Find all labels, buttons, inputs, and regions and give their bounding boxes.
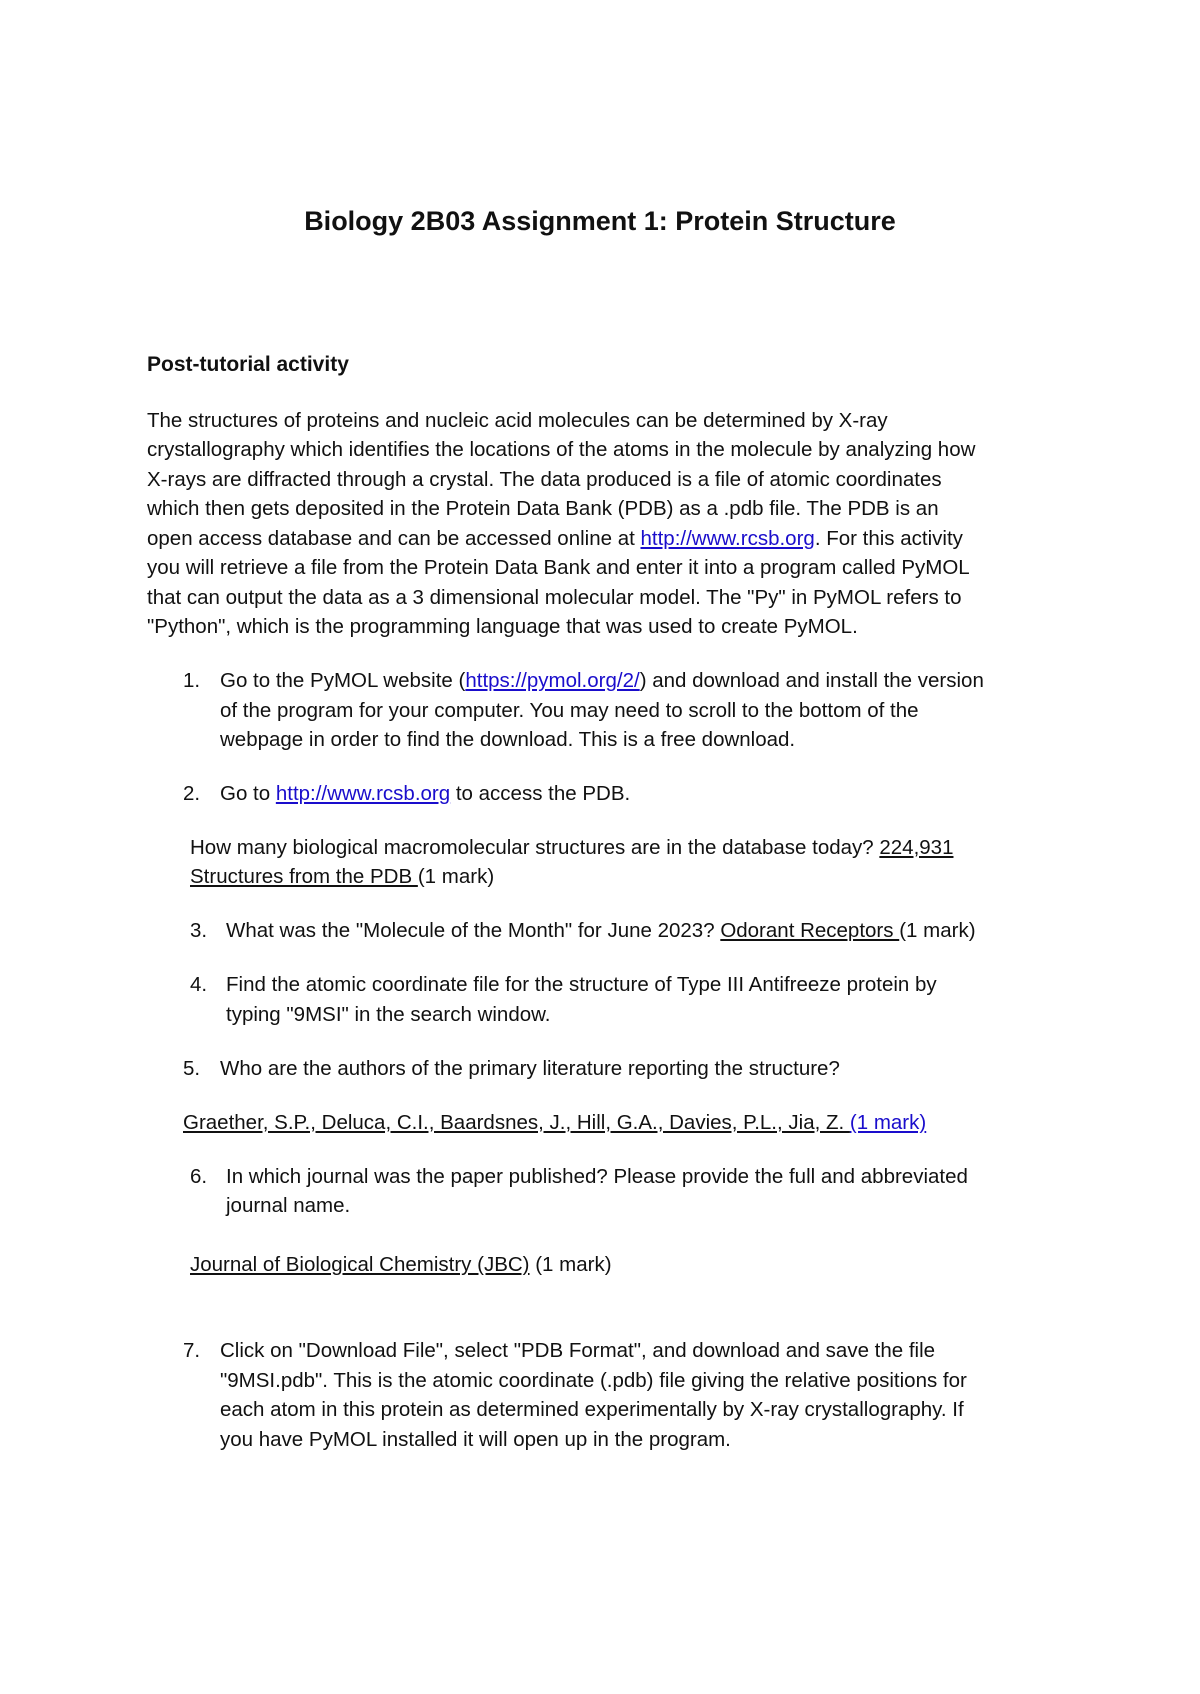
item-line: Click on "Download File", select "PDB Format", and download and save the file: [220, 1339, 936, 1362]
item-text: ) and download and install the version: [639, 669, 984, 692]
answer-text: Odorant Receptors: [720, 919, 900, 942]
section-heading: Post-tutorial activity: [147, 353, 349, 376]
list-number: 3.: [190, 919, 208, 942]
answer-text: 224,931: [879, 836, 954, 859]
mark-text: (1 mark): [529, 1253, 612, 1276]
answer-line: [190, 1250, 612, 1280]
list-number: 7.: [183, 1339, 201, 1362]
item-line: Who are the authors of the primary literature reporting the structure?: [220, 1057, 840, 1080]
pymol-link[interactable]: https://pymol.org/2/: [465, 669, 640, 692]
item-line: "9MSI.pdb". This is the atomic coordinate (.pdb) file giving the relative positions for: [220, 1369, 967, 1392]
question-line: [190, 833, 953, 863]
list-number: 4.: [190, 973, 208, 996]
answer-text: Graether, S.P., Deluca, C.I., Baardsnes, J., Hill, G.A., Davies, P.L., Jia, Z.: [183, 1111, 850, 1134]
answer-line: [183, 1108, 926, 1138]
rcsb-link[interactable]: http://www.rcsb.org: [275, 782, 451, 805]
intro-line: crystallography which identifies the locations of the atoms in the molecule by analyzing how: [147, 438, 976, 461]
item-line: you have PyMOL installed it will open up in the program.: [220, 1428, 731, 1451]
list-number: 5.: [183, 1057, 201, 1080]
item-text: to access the PDB.: [450, 782, 631, 805]
intro-line: "Python", which is the programming language that was used to create PyMOL.: [147, 615, 858, 638]
item-text: Go to the PyMOL website (: [220, 669, 466, 692]
item-line: [220, 666, 984, 696]
item-line: [226, 916, 976, 946]
intro-line: which then gets deposited in the Protein Data Bank (PDB) as a .pdb file. The PDB is an: [147, 497, 939, 520]
item-line: typing "9MSI" in the search window.: [226, 1003, 551, 1026]
item-line: Find the atomic coordinate file for the structure of Type III Antifreeze protein by: [226, 973, 937, 996]
mark-text: (1 mark): [849, 1111, 927, 1134]
intro-text: open access database and can be accessed online at: [147, 527, 641, 550]
mark-text: (1 mark): [417, 865, 495, 888]
rcsb-link[interactable]: http://www.rcsb.org: [640, 527, 815, 550]
item-line: each atom in this protein as determined experimentally by X-ray crystallography. If: [220, 1398, 964, 1421]
intro-line: that can output the data as a 3 dimensional molecular model. The "Py" in PyMOL refers to: [147, 586, 962, 609]
list-number: 2.: [183, 782, 201, 805]
intro-line: [147, 524, 963, 554]
intro-line: The structures of proteins and nucleic acid molecules can be determined by X-ray: [147, 409, 888, 432]
page-title: Biology 2B03 Assignment 1: Protein Structure: [304, 206, 896, 236]
question-text: How many biological macromolecular structures are in the database today?: [190, 836, 880, 859]
item-text: Go to: [220, 782, 276, 805]
question-line: [190, 862, 494, 892]
mark-text: (1 mark): [899, 919, 976, 942]
list-number: 1.: [183, 669, 201, 692]
item-line: journal name.: [226, 1194, 351, 1217]
answer-text: Journal of Biological Chemistry (JBC): [190, 1253, 530, 1276]
item-line: [220, 779, 630, 809]
item-line: of the program for your computer. You may need to scroll to the bottom of the: [220, 699, 919, 722]
intro-line: X-rays are diffracted through a crystal. The data produced is a file of atomic coordinates: [147, 468, 942, 491]
answer-text: Structures from the PDB: [190, 865, 418, 888]
item-line: In which journal was the paper published? Please provide the full and abbreviated: [226, 1165, 968, 1188]
item-line: webpage in order to find the download. This is a free download.: [220, 728, 796, 751]
intro-text: . For this activity: [814, 527, 963, 550]
question-text: What was the "Molecule of the Month" for June 2023?: [226, 919, 721, 942]
list-number: 6.: [190, 1165, 208, 1188]
intro-line: you will retrieve a file from the Protein Data Bank and enter it into a program called PyMOL: [147, 556, 970, 579]
